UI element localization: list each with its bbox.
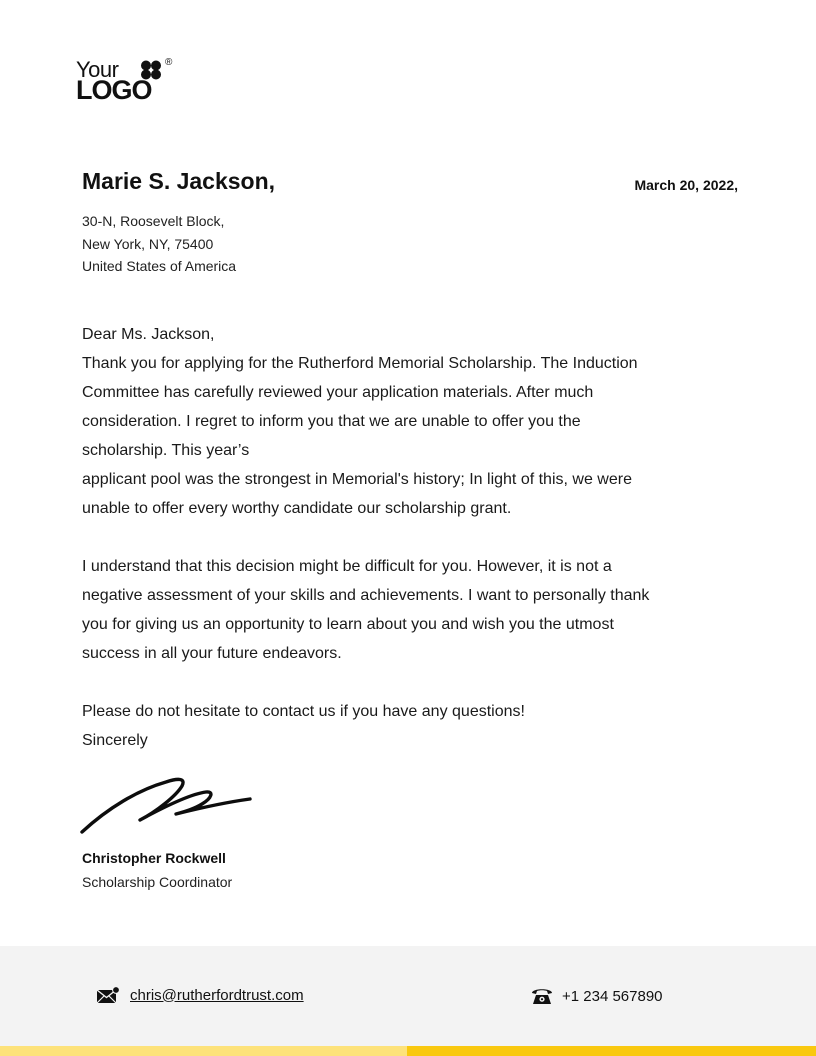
address-line-1: 30-N, Roosevelt Block, — [82, 213, 225, 229]
paragraph-1-line-1: Thank you for applying for the Rutherford Memorial Scholarship. The Induction — [82, 355, 638, 372]
paragraph-spacer — [82, 668, 732, 697]
telephone-icon — [530, 986, 554, 1006]
paragraph-2-line-3: you for giving us an opportunity to learn about you and wish you the utmost — [82, 616, 614, 633]
paragraph-1-line-3: consideration. I regret to inform you that we are unable to offer you the — [82, 413, 581, 430]
contact-email — [96, 986, 304, 1004]
footer-accent-bar-light — [0, 1046, 407, 1056]
envelope-icon — [96, 986, 120, 1004]
company-logo — [76, 57, 186, 103]
letter-body — [82, 320, 732, 755]
email-link[interactable]: chris@rutherfordtrust.com — [130, 986, 304, 1004]
salutation: Dear Ms. Jackson, — [82, 326, 215, 343]
closing-line: Please do not hesitate to contact us if you have any questions! — [82, 703, 525, 720]
logo-text-your: Your — [76, 57, 119, 82]
footer-accent-bar-dark — [407, 1046, 816, 1056]
recipient-address — [82, 210, 236, 278]
address-line-3: United States of America — [82, 258, 237, 274]
recipient-name: Marie S. Jackson, — [82, 168, 276, 194]
paragraph-1-line-5: applicant pool was the strongest in Memorial's history; In light of this, we were — [82, 471, 632, 488]
letter-footer — [0, 946, 816, 1056]
paragraph-1-line-4: scholarship. This year’s — [82, 442, 250, 459]
logo-registered-mark: ® — [165, 57, 173, 68]
paragraph-2-line-1: I understand that this decision might be difficult for you. However, it is not a — [82, 558, 612, 575]
signer-title: Scholarship Coordinator — [82, 874, 233, 890]
paragraph-spacer — [82, 523, 732, 552]
paragraph-2-line-2: negative assessment of your skills and achievements. I want to personally thank — [82, 587, 650, 604]
address-line-2: New York, NY, 75400 — [82, 235, 214, 252]
handwritten-signature — [78, 768, 258, 840]
signer-name: Christopher Rockwell — [82, 850, 226, 866]
contact-phone — [530, 986, 663, 1006]
letter-date: March 20, 2022, — [634, 177, 738, 193]
paragraph-1-line-2: Committee has carefully reviewed your application materials. After much — [82, 384, 594, 401]
paragraph-1-line-6: unable to offer every worthy candidate our scholarship grant. — [82, 500, 512, 517]
logo-text-logo: LOGO — [76, 75, 152, 105]
phone-number: +1 234 567890 — [562, 987, 663, 1005]
paragraph-2-line-4: success in all your future endeavors. — [82, 645, 342, 662]
sign-off: Sincerely — [82, 732, 148, 749]
